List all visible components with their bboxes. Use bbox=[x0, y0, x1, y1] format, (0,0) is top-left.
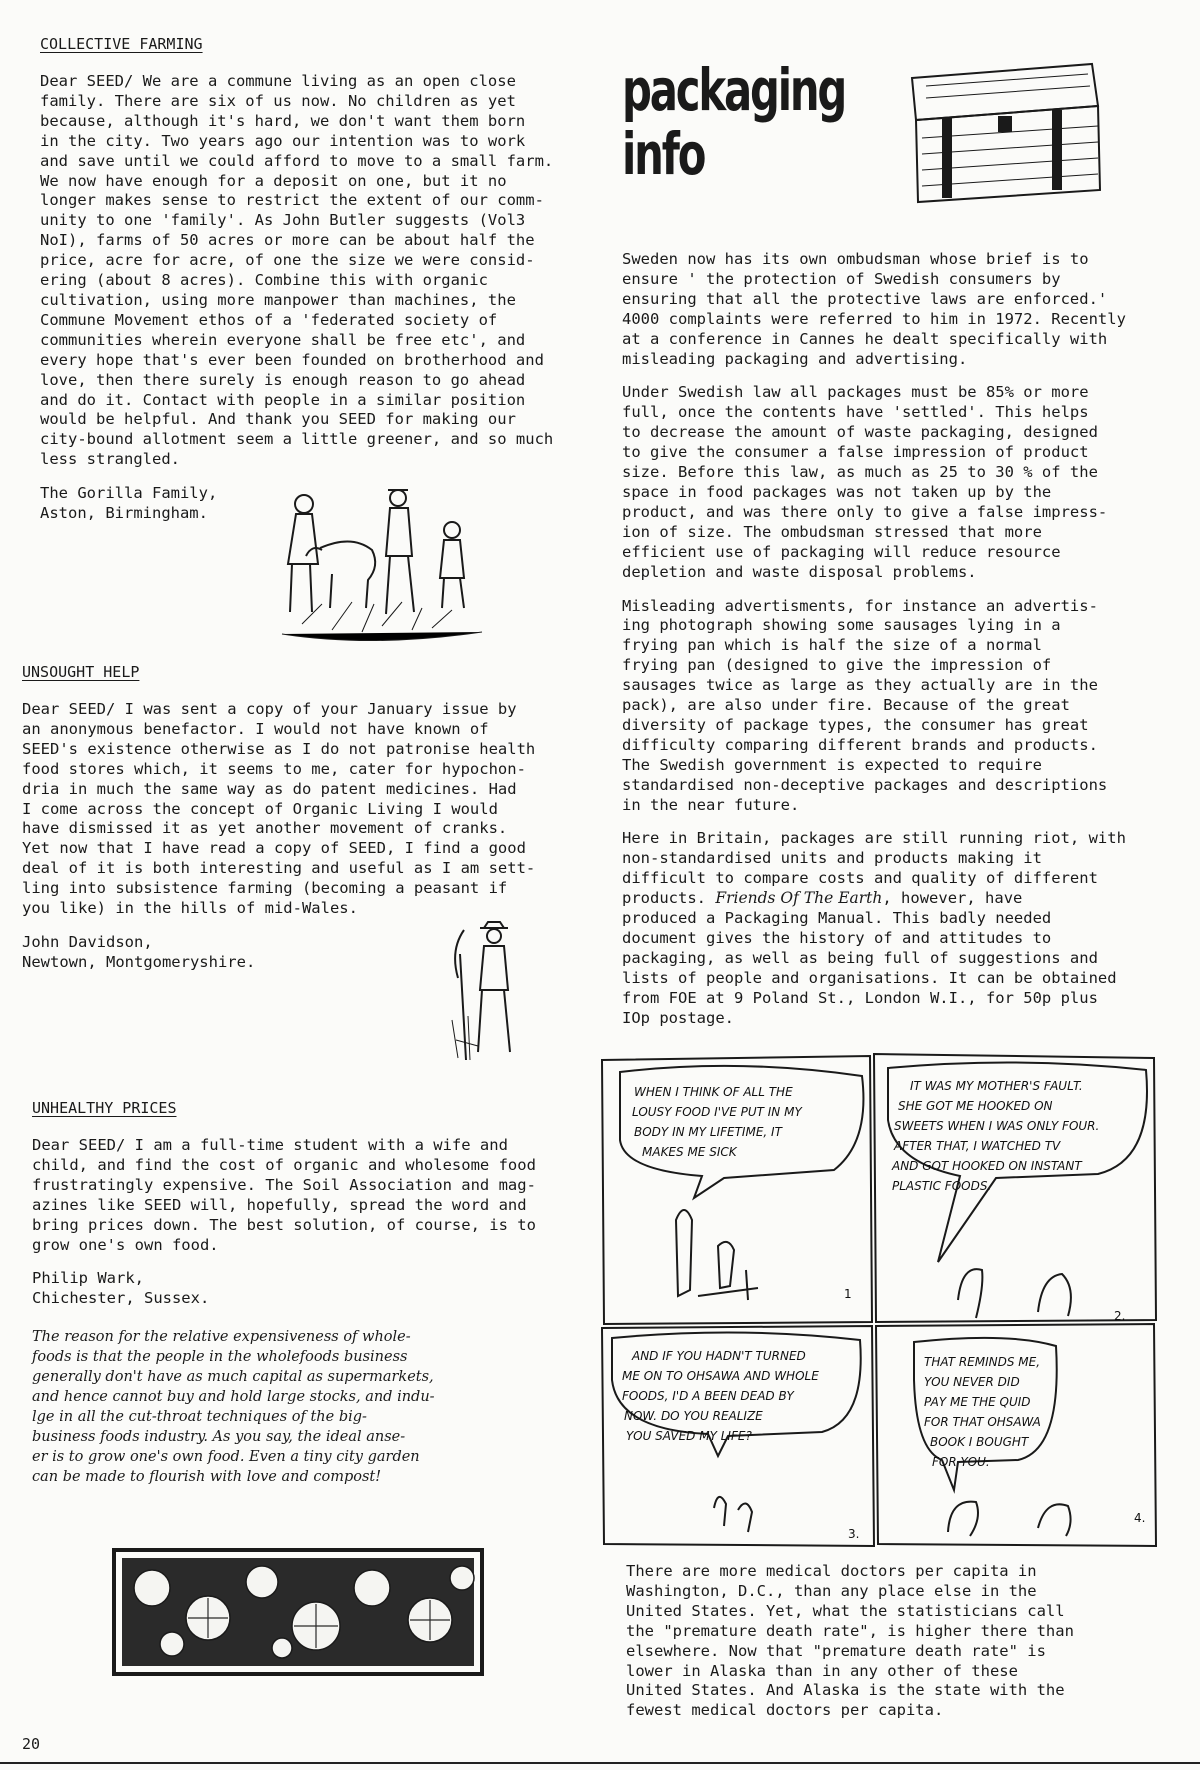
article-paragraph-britain bbox=[622, 829, 1182, 1028]
letter-collective-farming bbox=[40, 34, 600, 524]
comic-strip bbox=[598, 1050, 1160, 1548]
comic-panel-2-line-1: IT WAS MY MOTHER'S FAULT. bbox=[910, 1079, 1083, 1093]
letter-body: Dear SEED/ I am a full-time student with a wife and child, and find the cost of organic and wholesome food frustratingly expensive. The Soil Association and mag- azines like SEED will, hopefully, spread the word and bring prices down. The best solution, of course, is to grow one's own food. bbox=[32, 1136, 536, 1254]
farmer-with-scythe-drawing bbox=[448, 920, 528, 1062]
doctors-paragraph-block bbox=[626, 1562, 1186, 1721]
comic-panel-4-line-4: FOR THAT OHSAWA bbox=[924, 1415, 1041, 1429]
comic-panel-1-line-3: BODY IN MY LIFETIME, IT bbox=[634, 1125, 782, 1139]
letter-signature: The Gorilla Family, Aston, Birmingham. bbox=[40, 484, 218, 523]
comic-panel-3-line-4: NOW. DO YOU REALIZE bbox=[624, 1409, 763, 1423]
editor-reply: The reason for the relative expensiveness of whole- foods is that the people in the wholefoods business generally don't have as much capital as supermarkets, and hence cannot buy and hold large stocks, and indu- lge in all the cut-throat techniques of the big- business foods industry. As you say, the ideal anse- er is to grow one's own food. Even a tiny city garden can be made to flourish with love and compost! bbox=[32, 1329, 435, 1486]
comic-panel-4-line-5: BOOK I BOUGHT bbox=[930, 1435, 1029, 1449]
letter-signature: Philip Wark, Chichester, Sussex. bbox=[32, 1269, 210, 1308]
bottom-rule bbox=[0, 1762, 1200, 1764]
comic-panel-4-text bbox=[924, 1355, 1041, 1469]
britain-text-after: , however, have produced a Packaging Manual. This badly needed document gives the history of and attitudes to packaging, as well as being full of suggestions and lists of people and organisations. It can be obtained from FOE at 9 Poland St., London W.I., for 50p plus IOp postage. bbox=[622, 889, 1117, 1027]
comic-panel-1-text bbox=[632, 1085, 803, 1159]
letter-body: Dear SEED/ We are a commune living as an open close family. There are six of us now. No children as yet because, although it's hard, we don't want them born in the city. Two years ago our intention was to work and save until we could afford to move to a small farm. We now have enough for a deposit on one, but it no longer makes sense to restrict the extent of our comm- unity to one 'family'. As John Butler suggests (Vol3 NoI), farms of 50 acres or more can be about half the price, acre for acre, of one the size we were consid- ering (about 8 acres). Combine this with organic cultivation, using more manpower than machines, the Commune Movement ethos of a 'federated society of communities wherein everyone shall be free etc', and every hope that's ever been founded on brotherhood and love, then there surely is enough reason to go ahead and do it. Contact with people in a similar position would be helpful. And thank you SEED for making our city-bound allotment seem a little greener, and so much less strangled. bbox=[40, 72, 554, 469]
letter-body: Dear SEED/ I was sent a copy of your January issue by an anonymous benefactor. I would not have known of SEED's existence otherwise as I do not patronise health food stores which, it seems to me, cater for hypochon- dria in much the same way as do patent medicines. Had I come across the concept of Organic Living I would have dismissed it as yet another movement of cranks. Yet now that I have read a copy of SEED, I find a good deal of it is both interesting and useful as I am sett- ling into subsistence farming (becoming a peasant if you like) in the hills of mid-Wales. bbox=[22, 700, 536, 918]
comic-panel-2-line-2: SHE GOT ME HOOKED ON bbox=[898, 1099, 1053, 1113]
article-paragraph: Sweden now has its own ombudsman whose brief is to ensure ' the protection of Swedish consumers by ensuring that all the protective laws are enforced.' 4000 complaints were referred to him in 1972. Recently at a conference in Cannes he dealt specifically with misleading packaging and advertising. bbox=[622, 250, 1126, 368]
letter-signature: John Davidson, Newtown, Montgomeryshire. bbox=[22, 932, 256, 971]
letter-heading: COLLECTIVE FARMING bbox=[40, 35, 203, 53]
nasturtium-border-drawing bbox=[112, 1548, 484, 1676]
packaging-info-title: packaging info bbox=[622, 56, 846, 188]
comic-panel-1-line-1: WHEN I THINK OF ALL THE bbox=[634, 1085, 793, 1099]
article-paragraph: Misleading advertisments, for instance an advertis- ing photograph showing some sausages lying in a frying pan which is half the size of a normal frying pan (designed to give the impression of sausages twice as large as they actually are in the pack), are also under fire. Because of the great diversity of package types, the consumer has great difficulty comparing different brands and products. The Swedish government is expected to require standardised non-deceptive packages and descriptions in the near future. bbox=[622, 596, 1108, 814]
comic-panel-3-text bbox=[622, 1349, 819, 1443]
comic-panel-3-line-2: ME ON TO OHSAWA AND WHOLE bbox=[622, 1369, 819, 1383]
page-number: 20 bbox=[22, 1735, 41, 1753]
comic-panel-2-line-6: PLASTIC FOODS. bbox=[892, 1179, 992, 1193]
comic-panel-1-line-4: MAKES ME SICK bbox=[642, 1145, 737, 1159]
comic-panel-1-line-2: LOUSY FOOD I'VE PUT IN MY bbox=[632, 1105, 802, 1119]
comic-panel-3-number: 3. bbox=[848, 1527, 860, 1541]
comic-panel-3-line-1: AND IF YOU HADN'T TURNED bbox=[632, 1349, 806, 1363]
comic-panel-4-line-3: PAY ME THE QUID bbox=[924, 1395, 1031, 1409]
comic-panel-3-line-5: YOU SAVED MY LIFE? bbox=[626, 1429, 752, 1443]
doctors-paragraph: There are more medical doctors per capita in Washington, D.C., than any place else in the United States. Yet, what the statisticians call the "premature death rate", is higher there than elsewhere. Now that "premature death rate" is lower in Alaska than in any other of these United States. And Alaska is the state with the fewest medical doctors per capita. bbox=[626, 1562, 1074, 1720]
comic-panel-2-number: 2. bbox=[1114, 1309, 1126, 1323]
article-paragraph: Under Swedish law all packages must be 85% or more full, once the contents have 'settled'. This helps to decrease the amount of waste packaging, designed to give the consumer a false impression of product size. Before this law, as much as 25 to 30 % of the space in food packages was not taken up by the product, and was there only to give a false impress- ion of size. The ombudsman stressed that more efficient use of packaging will reduce resource depletion and waste disposal problems. bbox=[622, 383, 1108, 581]
comic-panel-2-line-4: AFTER THAT, I WATCHED TV bbox=[894, 1139, 1061, 1153]
packaging-article bbox=[622, 250, 1182, 1043]
friends-of-the-earth-name: Friends Of The Earth bbox=[715, 889, 883, 908]
letter-heading: UNSOUGHT HELP bbox=[22, 663, 140, 681]
family-with-donkey-drawing bbox=[262, 484, 492, 650]
comic-panel-3-line-3: FOODS, I'D A BEEN DEAD BY bbox=[622, 1389, 794, 1403]
comic-panel-4-number: 4. bbox=[1134, 1511, 1146, 1525]
comic-panel-4-line-6: FOR YOU. bbox=[932, 1455, 990, 1469]
comic-panel-1-number: 1 bbox=[844, 1287, 852, 1301]
britain-text-before: Here in Britain, packages are still running riot, with non-standardised units and products making it difficult to compare costs and quality of different products. bbox=[622, 829, 1126, 908]
comic-panel-4-line-1: THAT REMINDS ME, bbox=[924, 1355, 1041, 1369]
letter-unhealthy-prices bbox=[32, 1098, 592, 1487]
comic-panel-4-line-2: YOU NEVER DID bbox=[924, 1375, 1020, 1389]
trunk-drawing bbox=[902, 58, 1106, 208]
comic-panel-2-line-5: AND GOT HOOKED ON INSTANT bbox=[892, 1159, 1082, 1173]
letter-heading: UNHEALTHY PRICES bbox=[32, 1099, 177, 1117]
comic-panel-2-line-3: SWEETS WHEN I WAS ONLY FOUR. bbox=[894, 1119, 1100, 1133]
